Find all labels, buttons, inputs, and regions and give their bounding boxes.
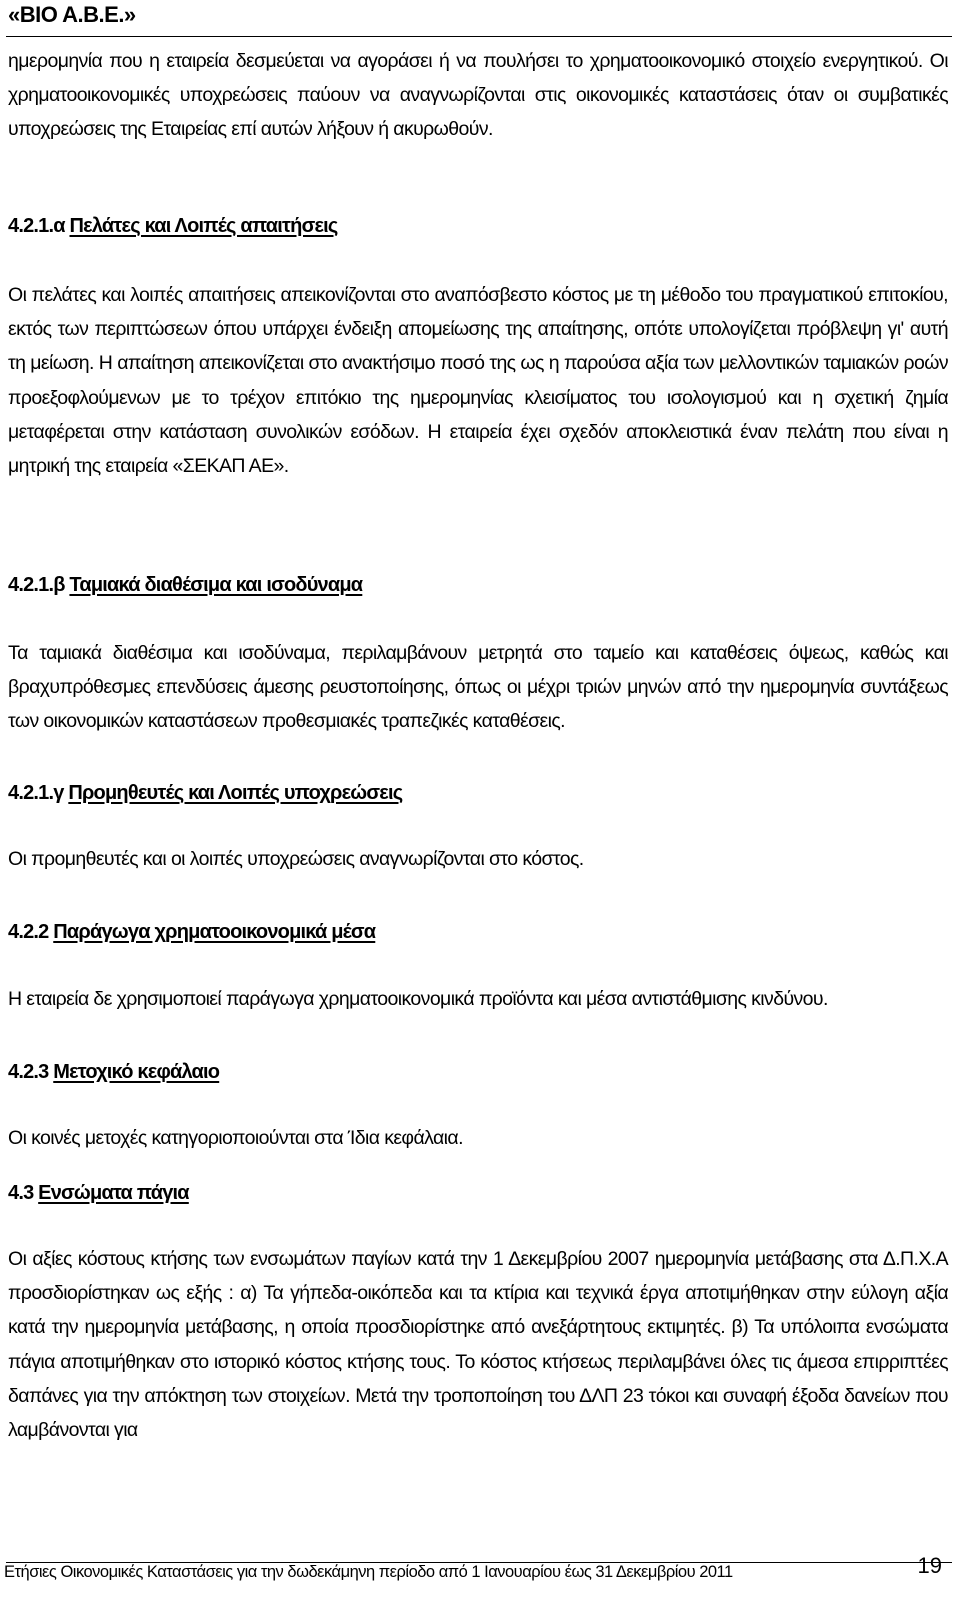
section-title: Παράγωγα χρηματοοικονομικά μέσα [53,921,376,943]
section-heading-cash [8,574,362,597]
section-heading-share-capital [8,1061,219,1084]
section-title: Ταμιακά διαθέσιμα και ισοδύναμα [69,574,363,596]
section-heading-fixed-assets [8,1182,189,1205]
section-number: 4.2.1.γ [8,782,64,804]
section-number: 4.2.1.β [8,574,65,596]
section-title: Ενσώματα πάγια [38,1182,189,1204]
section-title: Προμηθευτές και Λοιπές υποχρεώσεις [68,782,403,804]
section-heading-receivables [8,215,338,238]
section-body-suppliers: Οι προμηθευτές και οι λοιπές υποχρεώσεις αναγνωρίζονται στο κόστος. [8,848,584,870]
section-number: 4.2.2 [8,921,49,943]
section-body-share-capital: Οι κοινές μετοχές κατηγοριοποιούνται στα Ίδια κεφάλαια. [8,1127,463,1149]
section-number: 4.2.3 [8,1061,49,1083]
section-heading-suppliers [8,782,402,805]
section-body-derivatives: Η εταιρεία δε χρησιμοποιεί παράγωγα χρηματοοικονομικά προϊόντα και μέσα αντιστάθμισης κινδύνου. [8,988,828,1010]
section-number: 4.3 [8,1182,34,1204]
section-title: Μετοχικό κεφάλαιο [53,1061,220,1083]
section-body-fixed-assets: Οι αξίες κόστους κτήσης των ενσωμάτων παγίων κατά την 1 Δεκεμβρίου 2007 ημερομηνία μετάβασης στα Δ.Π.Χ.Α προσδιορίστηκαν ως εξής : α) Τα γήπεδα-οικόπεδα και τα κτίρια και τεχνικά έργα αποτιμήθηκαν στην εύλογη αξία κατά την ημερομηνία μετάβασης, η οποία προσδιορίστηκε από ανεξάρτητους εκτιμητές. β) Τα υπόλοιπα ενσώματα πάγια αποτιμήθηκαν στο ιστορικό κόστος κτήσης τους. Το κόστος κτήσεως περιλαμβάνει όλες τις άμεσα επιρριπτέες δαπάνες για την απόκτηση των στοιχείων. Μετά την τροποποίηση του ΔΛΠ 23 τόκοι και συναφή έξοδα δανείων που λαμβάνονται για [8,1248,948,1442]
section-heading-derivatives [8,921,375,944]
section-number: 4.2.1.α [8,215,65,237]
page-number: 19 [917,1553,942,1578]
page-header [6,2,952,37]
section-body-cash: Τα ταμιακά διαθέσιμα και ισοδύναμα, περιλαμβάνουν μετρητά στο ταμείο και καταθέσεις όψεως, καθώς και βραχυπρόθεσμες επενδύσεις άμεσης ρευστοποίησης, όπως οι μέχρι τριών μηνών από την ημερομηνία συντάξεως των οικονομικών καταστάσεων προθεσμιακές τραπεζικές καταθέσεις. [8,642,948,733]
section-body-receivables: Οι πελάτες και λοιπές απαιτήσεις απεικονίζονται στο αναπόσβεστο κόστος με τη μέθοδο του πραγματικού επιτοκίου, εκτός των περιπτώσεων όπου υπάρχει ένδειξη απομείωσης της απαίτησης, οπότε υπολογίζεται πρόβλεψη γι' αυτή τη μείωση. Η απαίτηση απεικονίζεται στο ανακτήσιμο ποσό της ως η παρούσα αξία των μελλοντικών ταμιακών ροών προεξοφλούμενων με το τρέχον επιτόκιο της ημερομηνίας κλεισίματος του ισολογισμού και η σχετική ζημία μεταφέρεται στην κατάσταση συνολικών εσόδων. Η εταιρεία έχει σχεδόν αποκλειστικά έναν πελάτη που είναι η μητρική της εταιρεία «ΣΕΚΑΠ ΑΕ». [8,284,948,478]
company-name: «ΒΙΟ Α.Β.Ε.» [8,2,136,27]
intro-paragraph: ημερομηνία που η εταιρεία δεσμεύεται να αγοράσει ή να πουλήσει το χρηματοοικονομικό στοιχείο ενεργητικού. Οι χρηματοοικονομικές υποχρεώσεις παύουν να αναγνωρίζονται στις οικονομικές καταστάσεις όταν οι συμβατικές υποχρεώσεις της Εταιρείας επί αυτών λήξουν ή ακυρωθούν. [8,50,948,141]
section-title: Πελάτες και Λοιπές απαιτήσεις [69,215,338,237]
footer-text: Ετήσιες Οικονομικές Καταστάσεις για την δωδεκάμηνη περίοδο από 1 Ιανουαρίου έως 31 Δεκεμβρίου 2011 [4,1563,733,1581]
